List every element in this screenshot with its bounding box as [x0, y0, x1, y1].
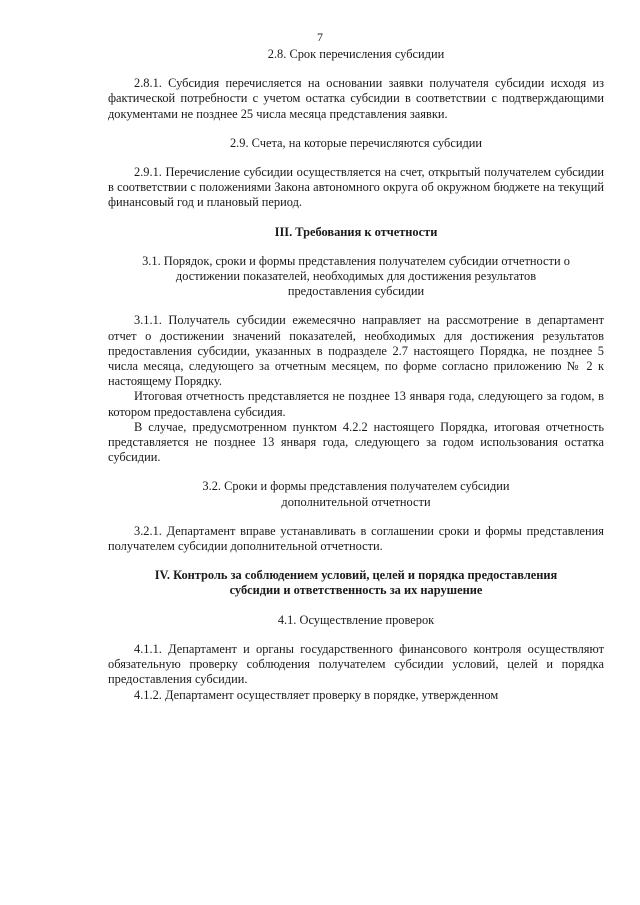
paragraph-2-8-1: 2.8.1. Субсидия перечисляется на основании заявки получателя субсидии исходя из фактической потребности с учетом остатка субсидии в соответствии с подтверждающими документами не позднее 25 числа месяца представления заявки.	[108, 76, 604, 121]
paragraph-case-4-2-2: В случае, предусмотренном пунктом 4.2.2 настоящего Порядка, итоговая отчетность представляется не позднее 13 января года, следующего за годом использования остатка субсидии.	[108, 419, 604, 465]
paragraph-3-2-1: 3.2.1. Департамент вправе устанавливать в соглашении сроки и формы представления получателем субсидии дополнительной отчетности.	[108, 523, 604, 554]
section-3-heading: III. Требования к отчетности	[274, 224, 438, 239]
page-number: 7	[317, 30, 323, 44]
section-3-1-heading: 3.1. Порядок, сроки и формы представления получателем субсидии отчетности о достижении показателей, необходимых для достижения результатов предоставления субсидии	[142, 253, 570, 299]
paragraph-4-1-2: 4.1.2. Департамент осуществляет проверку в порядке, утвержденном	[134, 687, 499, 702]
section-2-8-heading: 2.8. Срок перечисления субсидии	[267, 47, 445, 61]
paragraph-final-report: Итоговая отчетность представляется не позднее 13 января года, следующего за годом, в котором предоставлена субсидия.	[108, 389, 604, 419]
paragraph-3-1-1: 3.1.1. Получатель субсидии ежемесячно направляет на рассмотрение в департамент отчет о достижении значений показателей, необходимых для достижения результатов предоставления субсидии, указанных в подразделе 2.7 настоящего Порядка, не позднее 5 числа месяца, следующего за отчетным месяцем, по форме согласно приложению № 2 к настоящему Порядку.	[108, 313, 604, 389]
page-content	[108, 47, 604, 703]
section-3-2-heading: 3.2. Сроки и формы представления получателем субсидии дополнительной отчетности	[202, 479, 510, 509]
paragraph-2-9-1: 2.9.1. Перечисление субсидии осуществляется на счет, открытый получателем субсидии в соответствии с положениями Закона автономного округа об окружном бюджете на текущий финансовый год и плановый период.	[108, 165, 604, 210]
paragraph-4-1-1: 4.1.1. Департамент и органы государственного финансового контроля осуществляют обязательную проверку соблюдения получателем субсидии условий, целей и порядка предоставления субсидии.	[108, 641, 604, 687]
section-2-9-heading: 2.9. Счета, на которые перечисляются субсидии	[229, 135, 483, 150]
section-4-1-heading: 4.1. Осуществление проверок	[277, 612, 435, 627]
section-4-heading: IV. Контроль за соблюдением условий, целей и порядка предоставления субсидии и ответственность за их нарушение	[154, 568, 558, 598]
